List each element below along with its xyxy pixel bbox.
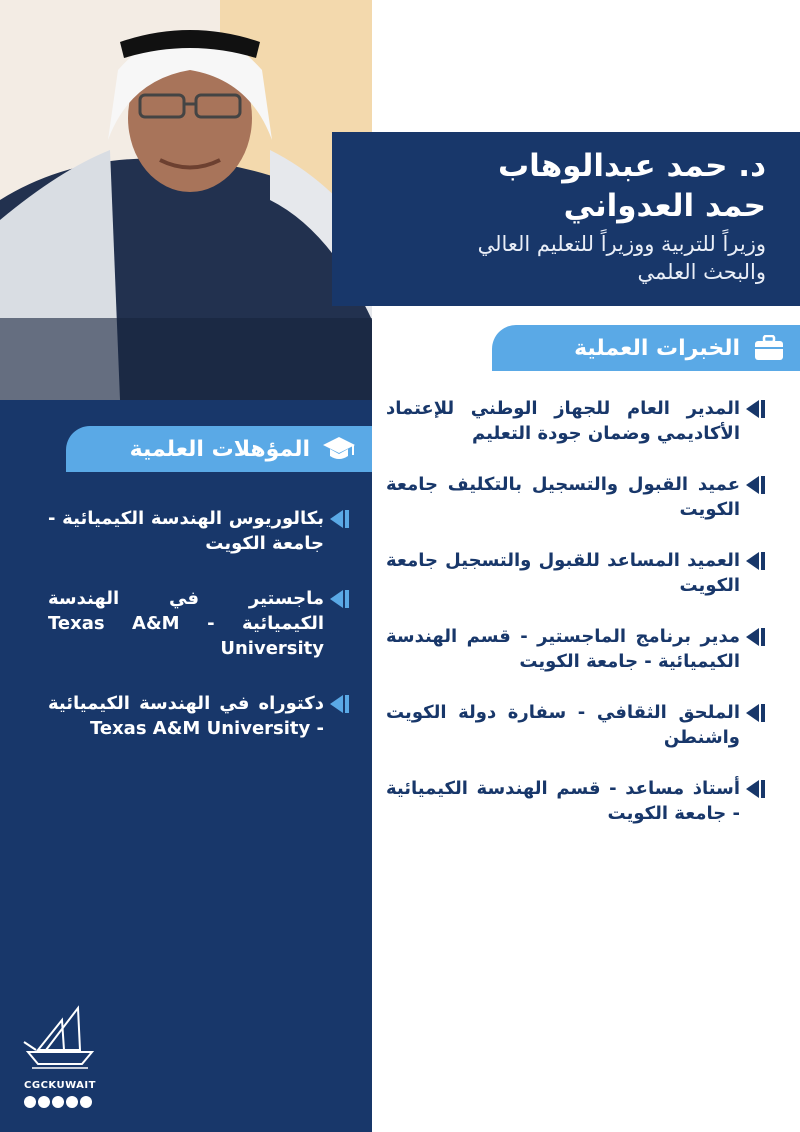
social-icons [24, 1096, 92, 1108]
qualifications-list [48, 506, 350, 771]
cgc-logo [18, 1002, 102, 1112]
briefcase-icon [752, 333, 786, 363]
dhow-logo-icon [18, 1002, 102, 1078]
bullet-arrow-icon [746, 704, 766, 722]
bullet-arrow-icon [746, 400, 766, 418]
experience-item [386, 396, 766, 446]
qualification-item-text: بكالوريوس الهندسة الكيميائية - جامعة الكويت [48, 508, 324, 554]
qualification-item [48, 586, 350, 661]
qualification-item [48, 691, 350, 741]
experience-item [386, 472, 766, 522]
snapchat-icon[interactable] [24, 1096, 36, 1108]
name-title-box [332, 132, 800, 306]
position-title-2: والبحث العلمي [637, 260, 766, 284]
youtube-icon[interactable] [66, 1096, 78, 1108]
bullet-arrow-icon [330, 510, 350, 528]
experience-item [386, 776, 766, 826]
experience-item [386, 700, 766, 750]
portrait-illustration [0, 0, 372, 400]
twitter-icon[interactable] [52, 1096, 64, 1108]
experience-list [386, 396, 766, 852]
portrait-photo [0, 0, 372, 400]
qualifications-header [66, 426, 372, 472]
bullet-arrow-icon [746, 552, 766, 570]
experience-item [386, 548, 766, 598]
bullet-arrow-icon [746, 780, 766, 798]
name-line-1: د. حمد عبدالوهاب [497, 148, 766, 184]
experience-item [386, 624, 766, 674]
qualification-item [48, 506, 350, 556]
qualification-item-text: ماجستير في الهندسة الكيميائية - Texas A&M University [48, 588, 325, 659]
experience-item-text: المدير العام للجهاز الوطني للإعتماد الأكاديمي وضمان جودة التعليم [386, 398, 740, 444]
bullet-arrow-icon [330, 695, 350, 713]
experience-header [492, 325, 800, 371]
instagram-icon[interactable] [38, 1096, 50, 1108]
logo-text: CGCKUWAIT [24, 1080, 96, 1091]
experience-item-text: عميد القبول والتسجيل بالتكليف جامعة الكويت [386, 474, 740, 520]
experience-item-text: مدير برنامج الماجستير - قسم الهندسة الكيميائية - جامعة الكويت [386, 626, 740, 672]
qualification-item-text: دكتوراه في الهندسة الكيميائية - Texas A&M University [48, 693, 324, 739]
facebook-icon[interactable] [80, 1096, 92, 1108]
experience-item-text: أستاذ مساعد - قسم الهندسة الكيميائية - جامعة الكويت [386, 778, 740, 824]
bullet-arrow-icon [330, 590, 350, 608]
name-line-2: حمد العدواني [563, 188, 766, 224]
bullet-arrow-icon [746, 476, 766, 494]
bullet-arrow-icon [746, 628, 766, 646]
position-title-1: وزيراً للتربية ووزيراً للتعليم العالي [477, 232, 766, 256]
experience-header-label: الخبرات العملية [574, 335, 740, 361]
qualifications-header-label: المؤهلات العلمية [129, 436, 310, 462]
experience-item-text: الملحق الثقافي - سفارة دولة الكويت واشنطن [386, 702, 740, 748]
experience-item-text: العميد المساعد للقبول والتسجيل جامعة الكويت [386, 550, 740, 596]
graduation-cap-icon [322, 434, 356, 464]
